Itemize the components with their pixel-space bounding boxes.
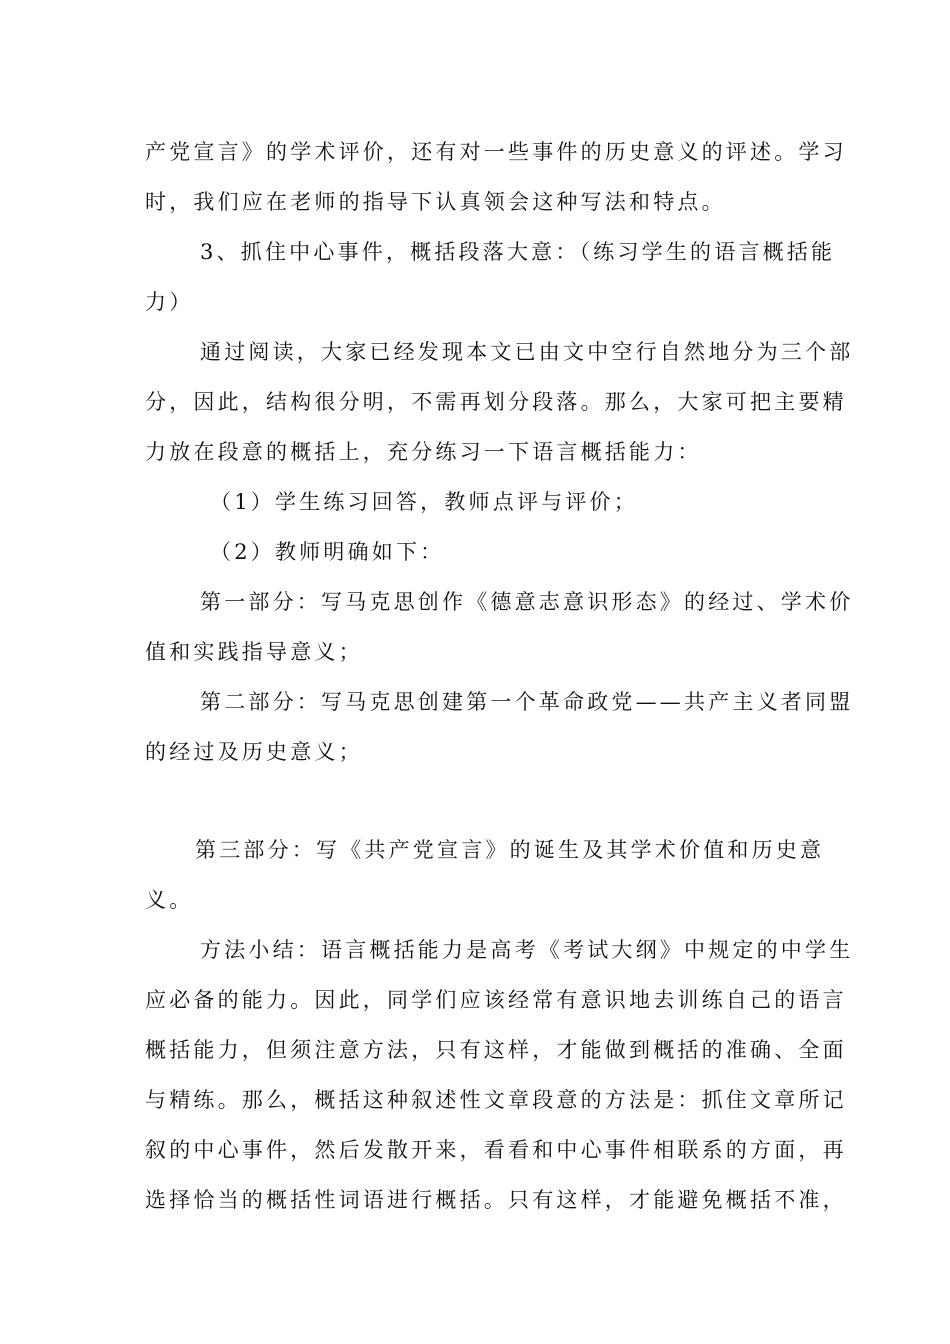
list-item: （2）教师明确如下：	[210, 540, 445, 564]
text-line: 义。	[145, 888, 194, 912]
text-line: 通过阅读，大家已经发现本文已由文中空行自然地分为三个部	[200, 340, 854, 364]
text-line: 概括能力，但须注意方法，只有这样，才能做到概括的准确、全面	[145, 1038, 847, 1062]
text-line: 与精练。那么，概括这种叙述性文章段意的方法是：抓住文章所记	[145, 1088, 847, 1112]
text-line: 3、抓住中心事件，概括段落大意：（练习学生的语言概括能	[200, 240, 836, 264]
text-line: 第三部分：写《共产党宣言》的诞生及其学术价值和历史意	[195, 838, 825, 862]
text-line: 应必备的能力。因此，同学们应该经常有意识地去训练自己的语言	[145, 988, 847, 1012]
text-line: 产党宣言》的学术评价，还有对一些事件的历史意义的评述。学习	[145, 140, 847, 164]
text-line: 分，因此，结构很分明，不需再划分段落。那么，大家可把主要精	[145, 390, 847, 414]
list-item: （1）学生练习回答，教师点评与评价；	[210, 490, 638, 514]
text-line: 值和实践指导意义；	[145, 640, 363, 664]
text-line: 力放在段意的概括上，充分练习一下语言概括能力：	[145, 440, 702, 464]
text-line: 第一部分：写马克思创作《德意志意识形态》的经过、学术价	[200, 590, 854, 614]
text-line: 方法小结：语言概括能力是高考《考试大纲》中规定的中学生	[200, 938, 854, 962]
text-line: 选择恰当的概括性词语进行概括。只有这样，才能避免概括不准，	[145, 1188, 847, 1212]
text-line: 力）	[145, 290, 194, 314]
text-line: 第二部分：写马克思创建第一个革命政党——共产主义者同盟	[200, 690, 854, 714]
text-line: 的经过及历史意义；	[145, 740, 363, 764]
text-line: 叙的中心事件，然后发散开来，看看和中心事件相联系的方面，再	[145, 1138, 847, 1162]
text-line: 时，我们应在老师的指导下认真领会这种写法和特点。	[145, 190, 726, 214]
